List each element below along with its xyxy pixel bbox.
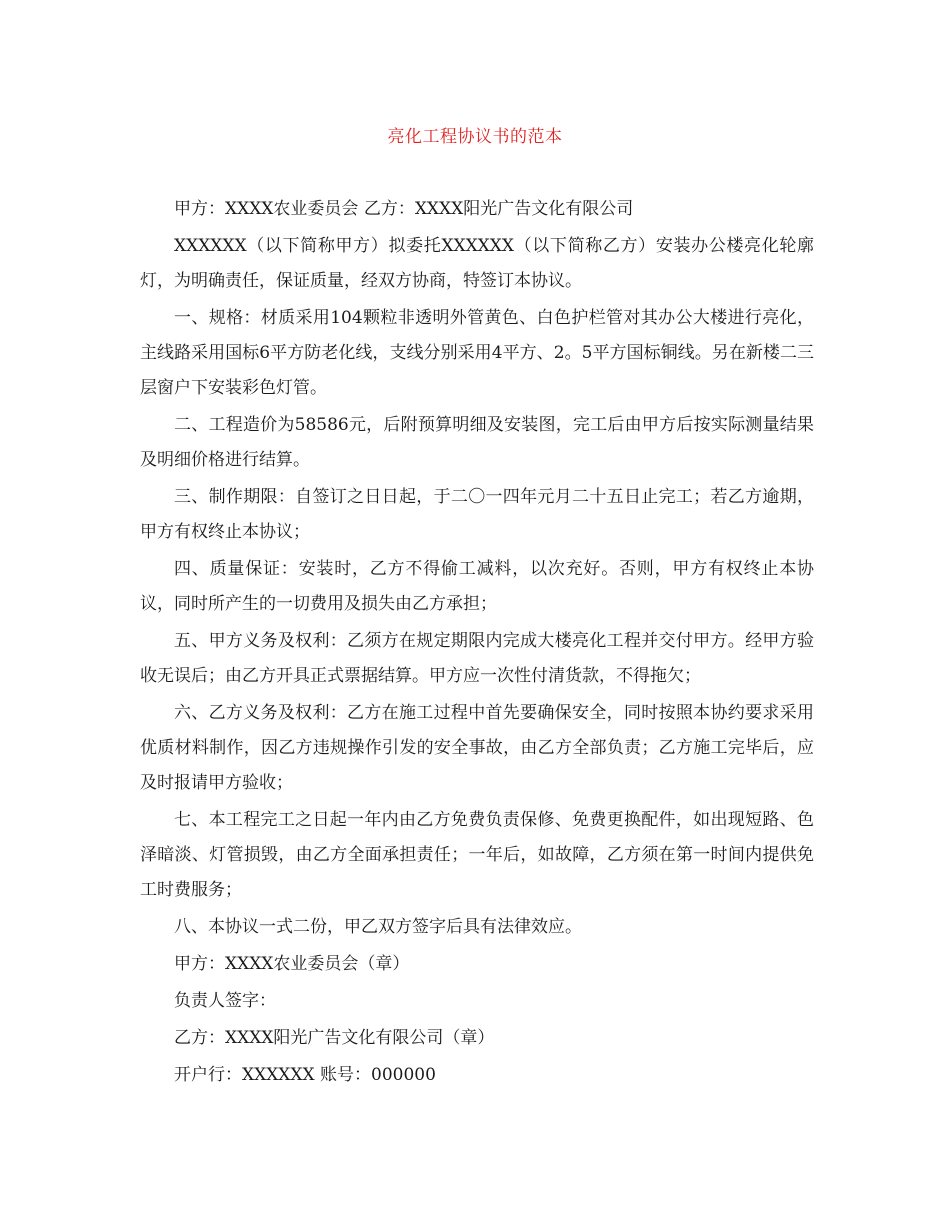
parties-line: 甲方：XXXX农业委员会 乙方：XXXX阳光广告文化有限公司 [174, 199, 634, 219]
clause-7-warranty: 七、本工程完工之日起一年内由乙方免费负责保修、免费更换配件，如出现短路、色泽暗淡、灯管损毁，由乙方全面承担责任；一年后，如故障，乙方须在第一时间内提供免工时费服务； [140, 810, 814, 900]
party-a-seal-line: 甲方：XXXX农业委员会（章） [174, 954, 410, 974]
document-body [140, 192, 814, 1095]
clause-2-cost: 二、工程造价为58586元，后附预算明细及安装图，完工后由甲方后按实际测量结果及明细价格进行结算。 [140, 415, 814, 470]
document-title: 亮化工程协议书的范本 [387, 127, 563, 147]
clause-3-deadline: 三、制作期限：自签订之日日起，于二〇一四年元月二十五日止完工；若乙方逾期，甲方有权终止本协议； [140, 487, 814, 542]
bank-account-line: 开户行：XXXXXX 账号：000000 [174, 1065, 436, 1085]
clause-5-party-a-duties: 五、甲方义务及权利：乙须方在规定期限内完成大楼亮化工程并交付甲方。经甲方验收无误后；由乙方开具正式票据结算。甲方应一次性付清货款，不得拖欠； [140, 631, 814, 686]
intro-paragraph: XXXXXX（以下简称甲方）拟委托XXXXXX（以下简称乙方）安装办公楼亮化轮廓灯，为明确责任，保证质量，经双方协商，特签订本协议。 [140, 236, 814, 291]
clause-1-specification: 一、规格：材质采用104颗粒非透明外管黄色、白色护栏管对其办公大楼进行亮化，主线路采用国标6平方防老化线，支线分别采用4平方、2。5平方国标铜线。另在新楼二三层窗户下安装彩色灯管。 [140, 308, 814, 398]
clause-8-validity: 八、本协议一式二份，甲乙双方签字后具有法律效应。 [174, 917, 582, 937]
party-b-seal-line: 乙方：XXXX阳光广告文化有限公司（章） [174, 1028, 495, 1048]
clause-6-party-b-duties: 六、乙方义务及权利：乙方在施工过程中首先要确保安全，同时按照本协约要求采用优质材料制作，因乙方违规操作引发的安全事故，由乙方全部负责；乙方施工完毕后，应及时报请甲方验收； [140, 703, 814, 793]
signature-line: 负责人签字： [174, 991, 276, 1011]
clause-4-quality: 四、质量保证：安装时，乙方不得偷工减料，以次充好。否则，甲方有权终止本协议，同时所产生的一切费用及损失由乙方承担； [140, 559, 814, 614]
